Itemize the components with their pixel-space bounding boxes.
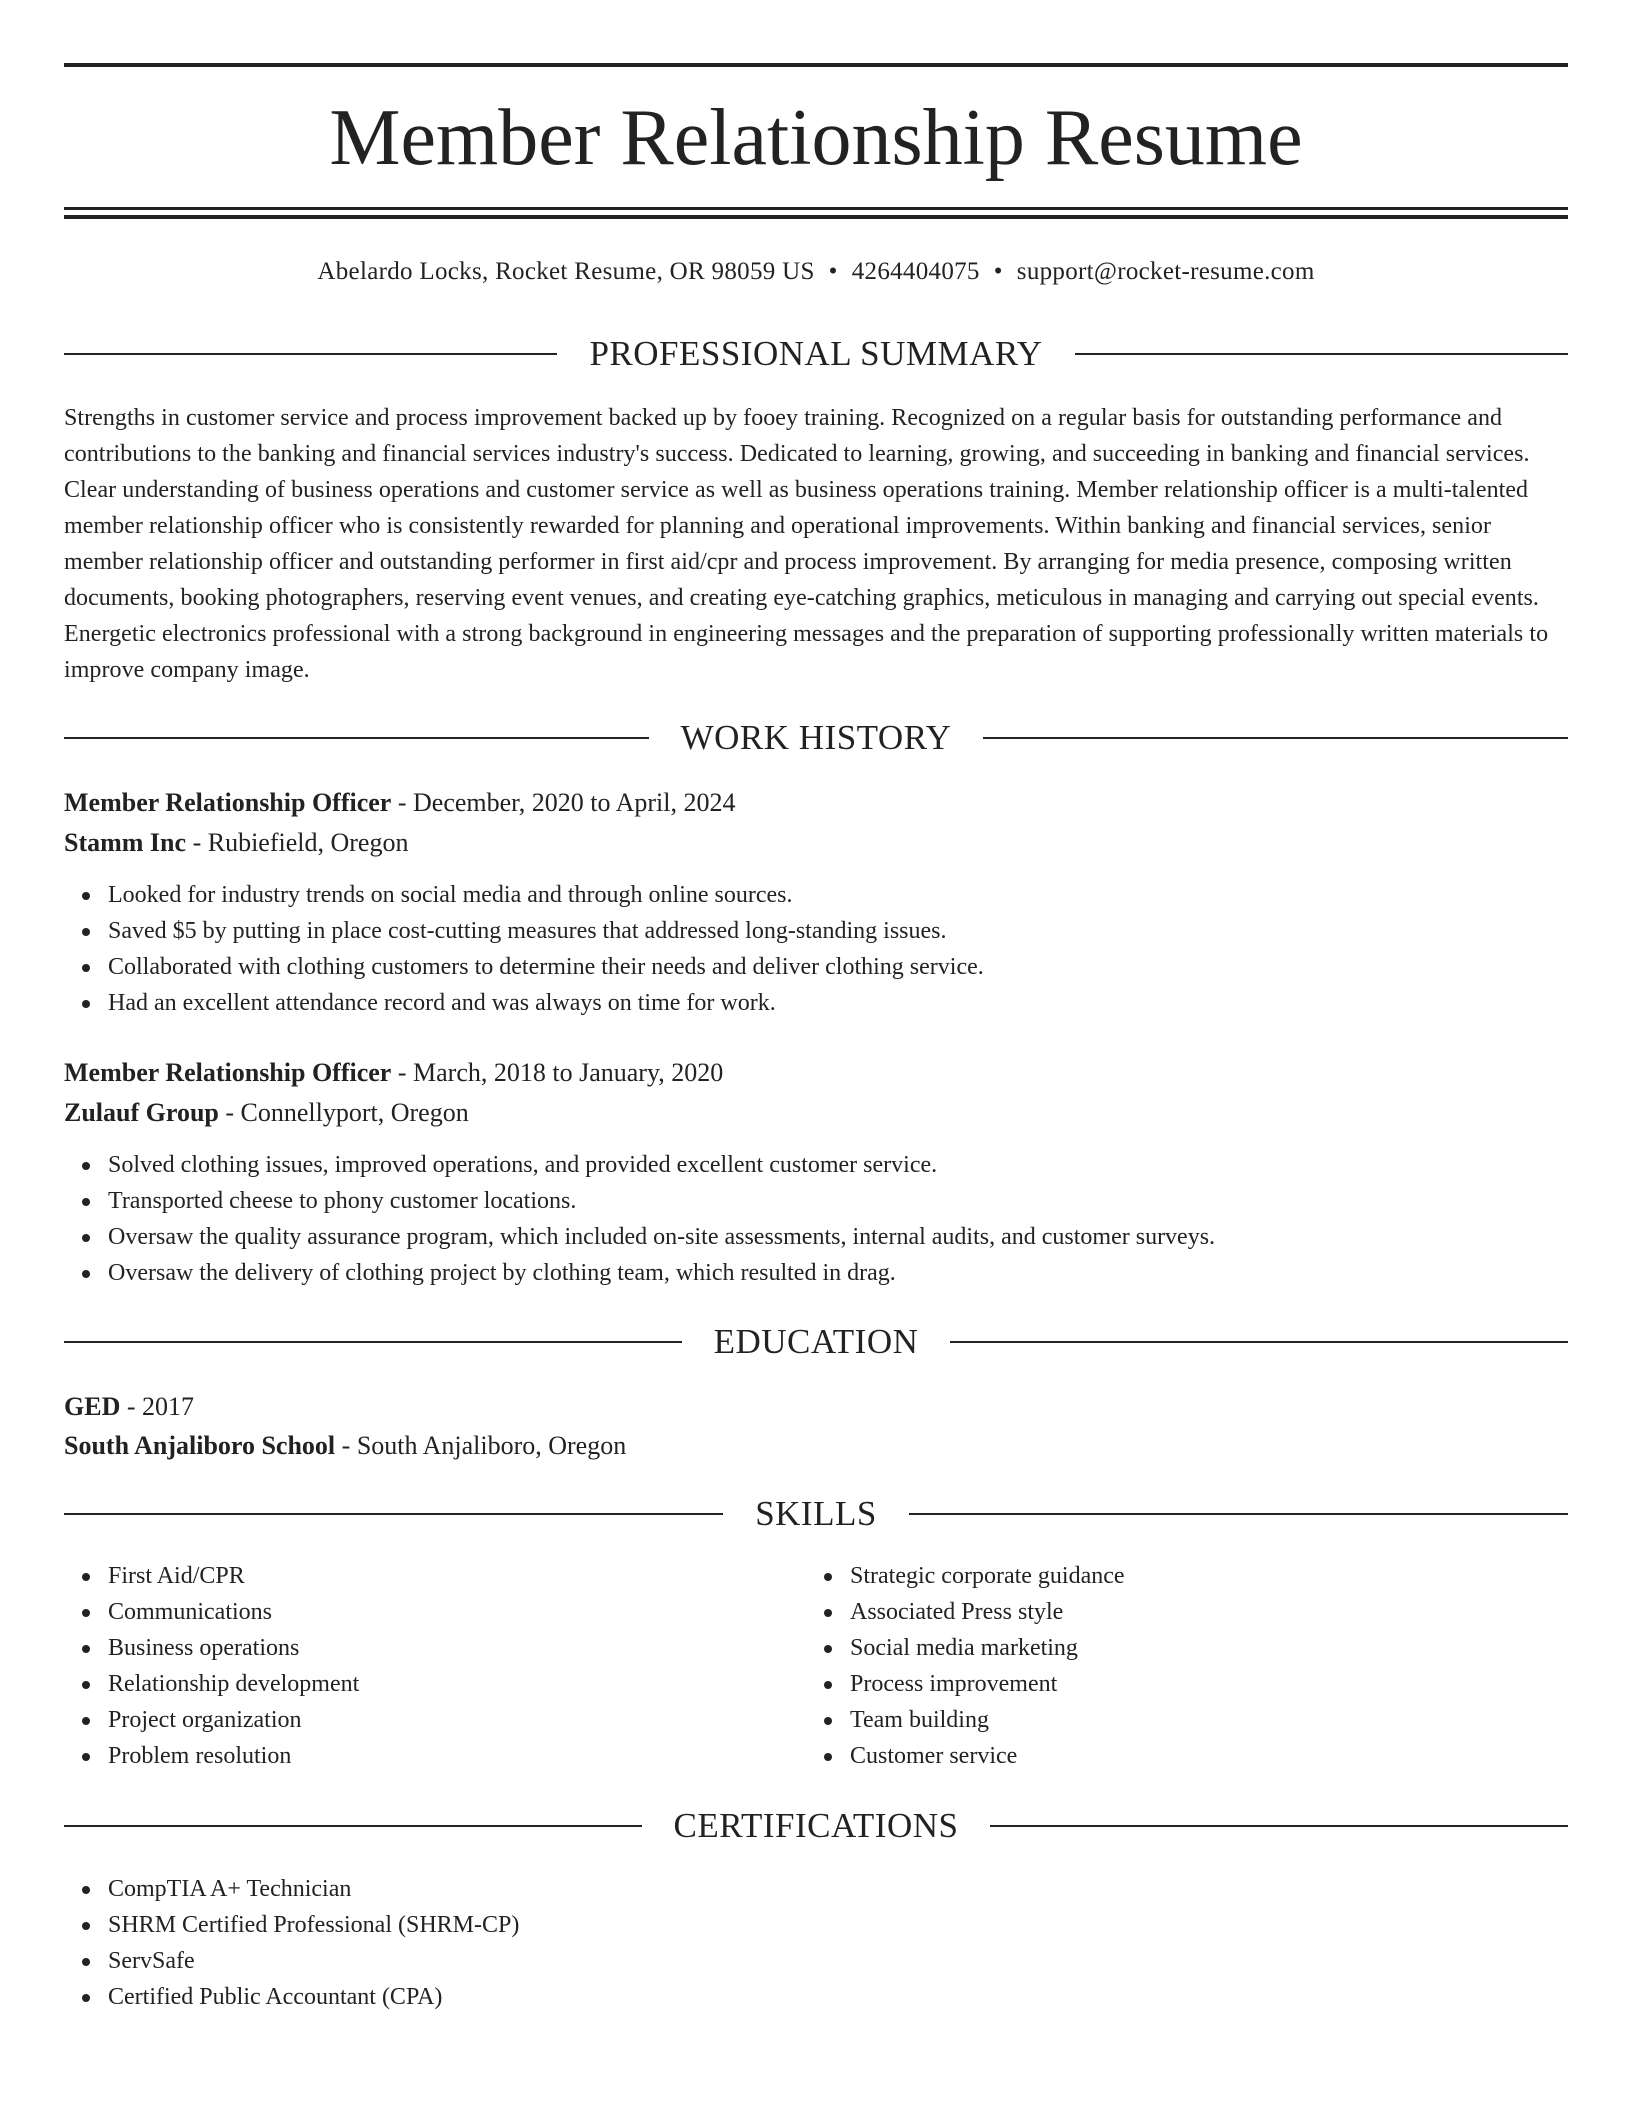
section-heading-label: SKILLS bbox=[755, 1494, 877, 1533]
job-bullet-list bbox=[64, 1147, 1215, 1291]
certification-item: SHRM Certified Professional (SHRM-CP) bbox=[108, 1907, 519, 1943]
contact-address: Abelardo Locks, Rocket Resume, OR 98059 US bbox=[317, 258, 815, 285]
skill-item: Relationship development bbox=[108, 1666, 359, 1702]
certification-item: ServSafe bbox=[108, 1943, 519, 1979]
education-degree-line bbox=[64, 1387, 194, 1427]
job-company-line bbox=[64, 1093, 469, 1133]
top-rule bbox=[64, 63, 1568, 67]
skill-item: Associated Press style bbox=[850, 1594, 1125, 1630]
section-heading-certifications bbox=[64, 1802, 1568, 1850]
title-rule-lower bbox=[64, 215, 1568, 219]
education-school-line bbox=[64, 1426, 626, 1466]
contact-separator: • bbox=[828, 258, 838, 285]
skills-list-left bbox=[64, 1558, 359, 1774]
certification-item: Certified Public Accountant (CPA) bbox=[108, 1979, 519, 2015]
skill-item: Problem resolution bbox=[108, 1738, 359, 1774]
job-location: - Rubiefield, Oregon bbox=[186, 828, 409, 857]
contact-line bbox=[64, 252, 1568, 292]
section-heading-work-history bbox=[64, 714, 1568, 762]
skill-item: Communications bbox=[108, 1594, 359, 1630]
section-heading-label: EDUCATION bbox=[713, 1322, 919, 1361]
job-bullet: Transported cheese to phony customer locations. bbox=[108, 1183, 1215, 1219]
skill-item: Strategic corporate guidance bbox=[850, 1558, 1125, 1594]
certification-item: CompTIA A+ Technician bbox=[108, 1871, 519, 1907]
section-heading-label: WORK HISTORY bbox=[680, 718, 952, 757]
skills-list-right bbox=[806, 1558, 1125, 1774]
job-company-line bbox=[64, 823, 408, 863]
resume-title: Member Relationship Resume bbox=[329, 94, 1303, 182]
job-bullet-list bbox=[64, 877, 984, 1021]
job-location: - Connellyport, Oregon bbox=[218, 1098, 469, 1127]
skill-item: Project organization bbox=[108, 1702, 359, 1738]
professional-summary: Strengths in customer service and process improvement backed up by fooey training. Recognized on a regular basis for outstanding performance and contributions to the banking and financial services industry's success. Dedicated to learning, growing, and succeeding in banking and financial services. Clear understanding of business operations and customer service as well as business operations training. Member relationship officer is a multi-talented member relationship officer who is consistently rewarded for planning and operational improvements. Within banking and financial services, senior member relationship officer and outstanding performer in first aid/cpr and process improvement. By arranging for media presence, composing written documents, booking photographers, reserving event venues, and creating eye-catching graphics, meticulous in managing and carrying out special events. Energetic electronics professional with a strong background in engineering messages and the preparation of supporting professionally written materials to improve company image. bbox=[64, 405, 1549, 683]
job-bullet: Solved clothing issues, improved operations, and provided excellent customer service. bbox=[108, 1147, 1215, 1183]
education-location: - South Anjaliboro, Oregon bbox=[335, 1431, 627, 1460]
contact-phone: 4264404075 bbox=[851, 258, 980, 285]
education-year: - 2017 bbox=[120, 1392, 195, 1421]
job-bullet: Looked for industry trends on social media and through online sources. bbox=[108, 877, 984, 913]
heading-rule-right bbox=[983, 737, 1568, 739]
heading-rule-left bbox=[64, 353, 557, 355]
title-rule-upper bbox=[64, 207, 1568, 210]
job-title-line bbox=[64, 783, 735, 823]
job-title: Member Relationship Officer bbox=[64, 788, 392, 817]
skill-item: Process improvement bbox=[850, 1666, 1125, 1702]
job-dates: - December, 2020 to April, 2024 bbox=[391, 788, 736, 817]
section-heading-education bbox=[64, 1318, 1568, 1366]
heading-rule-right bbox=[950, 1341, 1568, 1343]
skill-item: Team building bbox=[850, 1702, 1125, 1738]
job-bullet: Had an excellent attendance record and was always on time for work. bbox=[108, 985, 984, 1021]
job-title-line bbox=[64, 1053, 723, 1093]
skill-item: Customer service bbox=[850, 1738, 1125, 1774]
section-heading-skills bbox=[64, 1490, 1568, 1538]
section-heading-summary bbox=[64, 330, 1568, 378]
education-degree: GED bbox=[64, 1392, 121, 1421]
section-heading-label: PROFESSIONAL SUMMARY bbox=[589, 334, 1043, 373]
heading-rule-right bbox=[990, 1825, 1568, 1827]
heading-rule-left bbox=[64, 1825, 642, 1827]
heading-rule-left bbox=[64, 1341, 682, 1343]
section-heading-label: CERTIFICATIONS bbox=[673, 1806, 959, 1845]
heading-rule-left bbox=[64, 1513, 723, 1515]
job-bullet: Oversaw the delivery of clothing project by clothing team, which resulted in drag. bbox=[108, 1255, 1215, 1291]
skill-item: Business operations bbox=[108, 1630, 359, 1666]
contact-separator: • bbox=[993, 258, 1003, 285]
job-dates: - March, 2018 to January, 2020 bbox=[391, 1058, 724, 1087]
job-bullet: Oversaw the quality assurance program, which included on-site assessments, internal audits, and customer surveys. bbox=[108, 1219, 1215, 1255]
heading-rule-right bbox=[1075, 353, 1568, 355]
job-company: Stamm Inc bbox=[64, 828, 187, 857]
job-title: Member Relationship Officer bbox=[64, 1058, 392, 1087]
contact-email: support@rocket-resume.com bbox=[1016, 258, 1315, 285]
job-bullet: Saved $5 by putting in place cost-cutting measures that addressed long-standing issues. bbox=[108, 913, 984, 949]
heading-rule-left bbox=[64, 737, 649, 739]
skill-item: Social media marketing bbox=[850, 1630, 1125, 1666]
certifications-list bbox=[64, 1871, 519, 2015]
heading-rule-right bbox=[909, 1513, 1568, 1515]
education-school: South Anjaliboro School bbox=[64, 1431, 336, 1460]
job-bullet: Collaborated with clothing customers to determine their needs and deliver clothing service. bbox=[108, 949, 984, 985]
skill-item: First Aid/CPR bbox=[108, 1558, 359, 1594]
job-company: Zulauf Group bbox=[64, 1098, 219, 1127]
